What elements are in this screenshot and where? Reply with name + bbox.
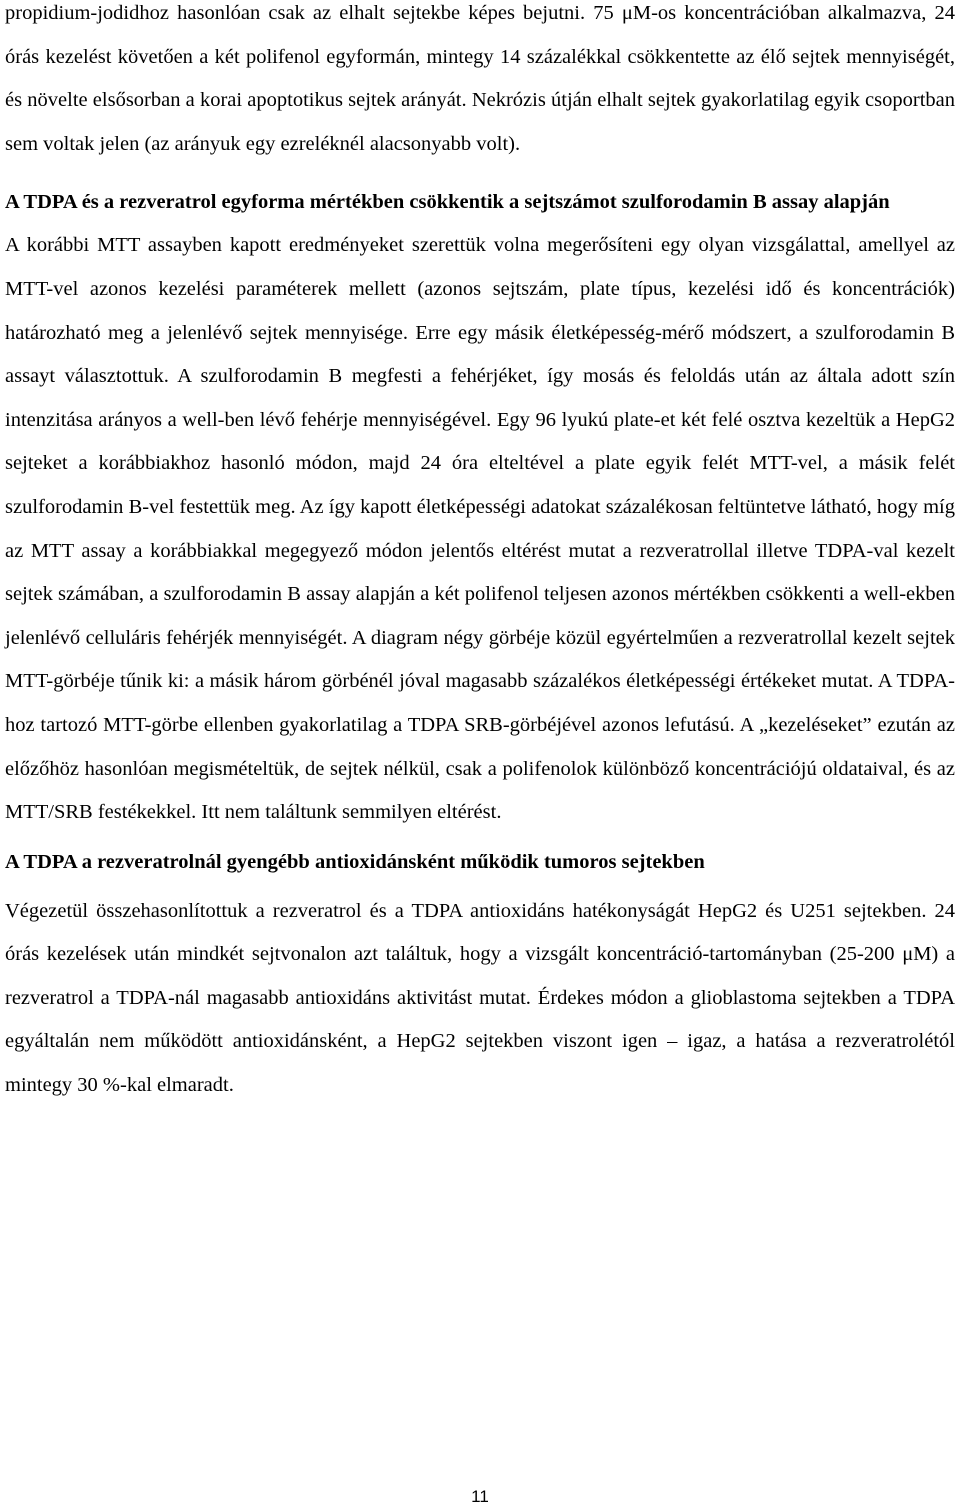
paragraph-srb-assay: A korábbi MTT assayben kapott eredményeket szerettük volna megerősíteni egy olyan vizsgálattal, amellyel az MTT-vel azonos kezelési paraméterek mellett (azonos sejtszám, plate típus, kezelési idő és koncentrációk) határozható meg a jelenlévő sejtek mennyisége. Erre egy másik életképesség-mérő módszert, a szulforodamin B assayt választottuk. A szulforodamin B megfesti a fehérjéket, így mosás és feloldás után az általa adott szín intenzitása arányos a well-ben lévő fehérje mennyiségével. Egy 96 lyukú plate-et két felé osztva kezeltük a HepG2 sejteket a korábbiakhoz hasonló módon, majd 24 óra elteltével a plate egyik felét MTT-vel, a másik felét szulforodamin B-vel festettük meg. Az így kapott életképességi adatokat százalékosan feltüntetve látható, hogy míg az MTT assay a korábbiakkal megegyező módon jelentős eltérést mutat a rezveratrollal illetve TDPA-val kezelt sejtek számában, a szulforodamin B assay alapján a két polifenol teljesen azonos mértékben csökkenti a well-ekben jelenlévő celluláris fehérjék mennyiségét. A diagram négy görbéje közül egyértelműen a rezveratrollal kezelt sejtek MTT-görbéje tűnik ki: a másik három görbénél jóval magasabb százalékos életképességi értékeket mutat. A TDPA-hoz tartozó MTT-görbe ellenben gyakorlatilag a TDPA SRB-görbéjével azonos lefutású. A „kezeléseket” ezután az előzőhöz hasonlóan megismételtük, de sejtek nélkül, csak a polifenolok különböző koncentrációjú oldataival, és az MTT/SRB festékekkel. Itt nem találtunk semmilyen eltérést.: [5, 234, 955, 824]
page-number: 11: [471, 1487, 489, 1506]
document-page: [5, 0, 955, 1108]
paragraph-intro: propidium-jodidhoz hasonlóan csak az elhalt sejtekbe képes bejutni. 75 μM-os koncentrációban alkalmazva, 24 órás kezelést követően a két polifenol egyformán, mintegy 14 százalékkal csökkentette az élő sejtek mennyiségét, és növelte elsősorban a korai apoptotikus sejtek arányát. Nekrózis útján elhalt sejtek gyakorlatilag egyik csoportban sem voltak jelen (az arányuk egy ezreléknél alacsonyabb volt).: [5, 2, 955, 155]
paragraph-antioxidant: Végezetül összehasonlítottuk a rezveratrol és a TDPA antioxidáns hatékonyságát HepG2 és U251 sejtekben. 24 órás kezelések után mindkét sejtvonalon azt találtuk, hogy a vizsgált koncentráció-tartományban (25-200 μM) a rezveratrol a TDPA-nál magasabb antioxidáns aktivitást mutat. Érdekes módon a glioblastoma sejtekben a TDPA egyáltalán nem működött antioxidánsként, a HepG2 sejtekben viszont igen – igaz, a hatása a rezveratrolétól mintegy 30 %-kal elmaradt.: [5, 899, 955, 1097]
section-heading-srb-assay: A TDPA és a rezveratrol egyforma mértékben csökkentik a sejtszámot szulforodamin B assay alapján: [5, 191, 890, 214]
section-heading-antioxidant: A TDPA a rezveratrolnál gyengébb antioxidánsként működik tumoros sejtekben: [5, 850, 705, 873]
